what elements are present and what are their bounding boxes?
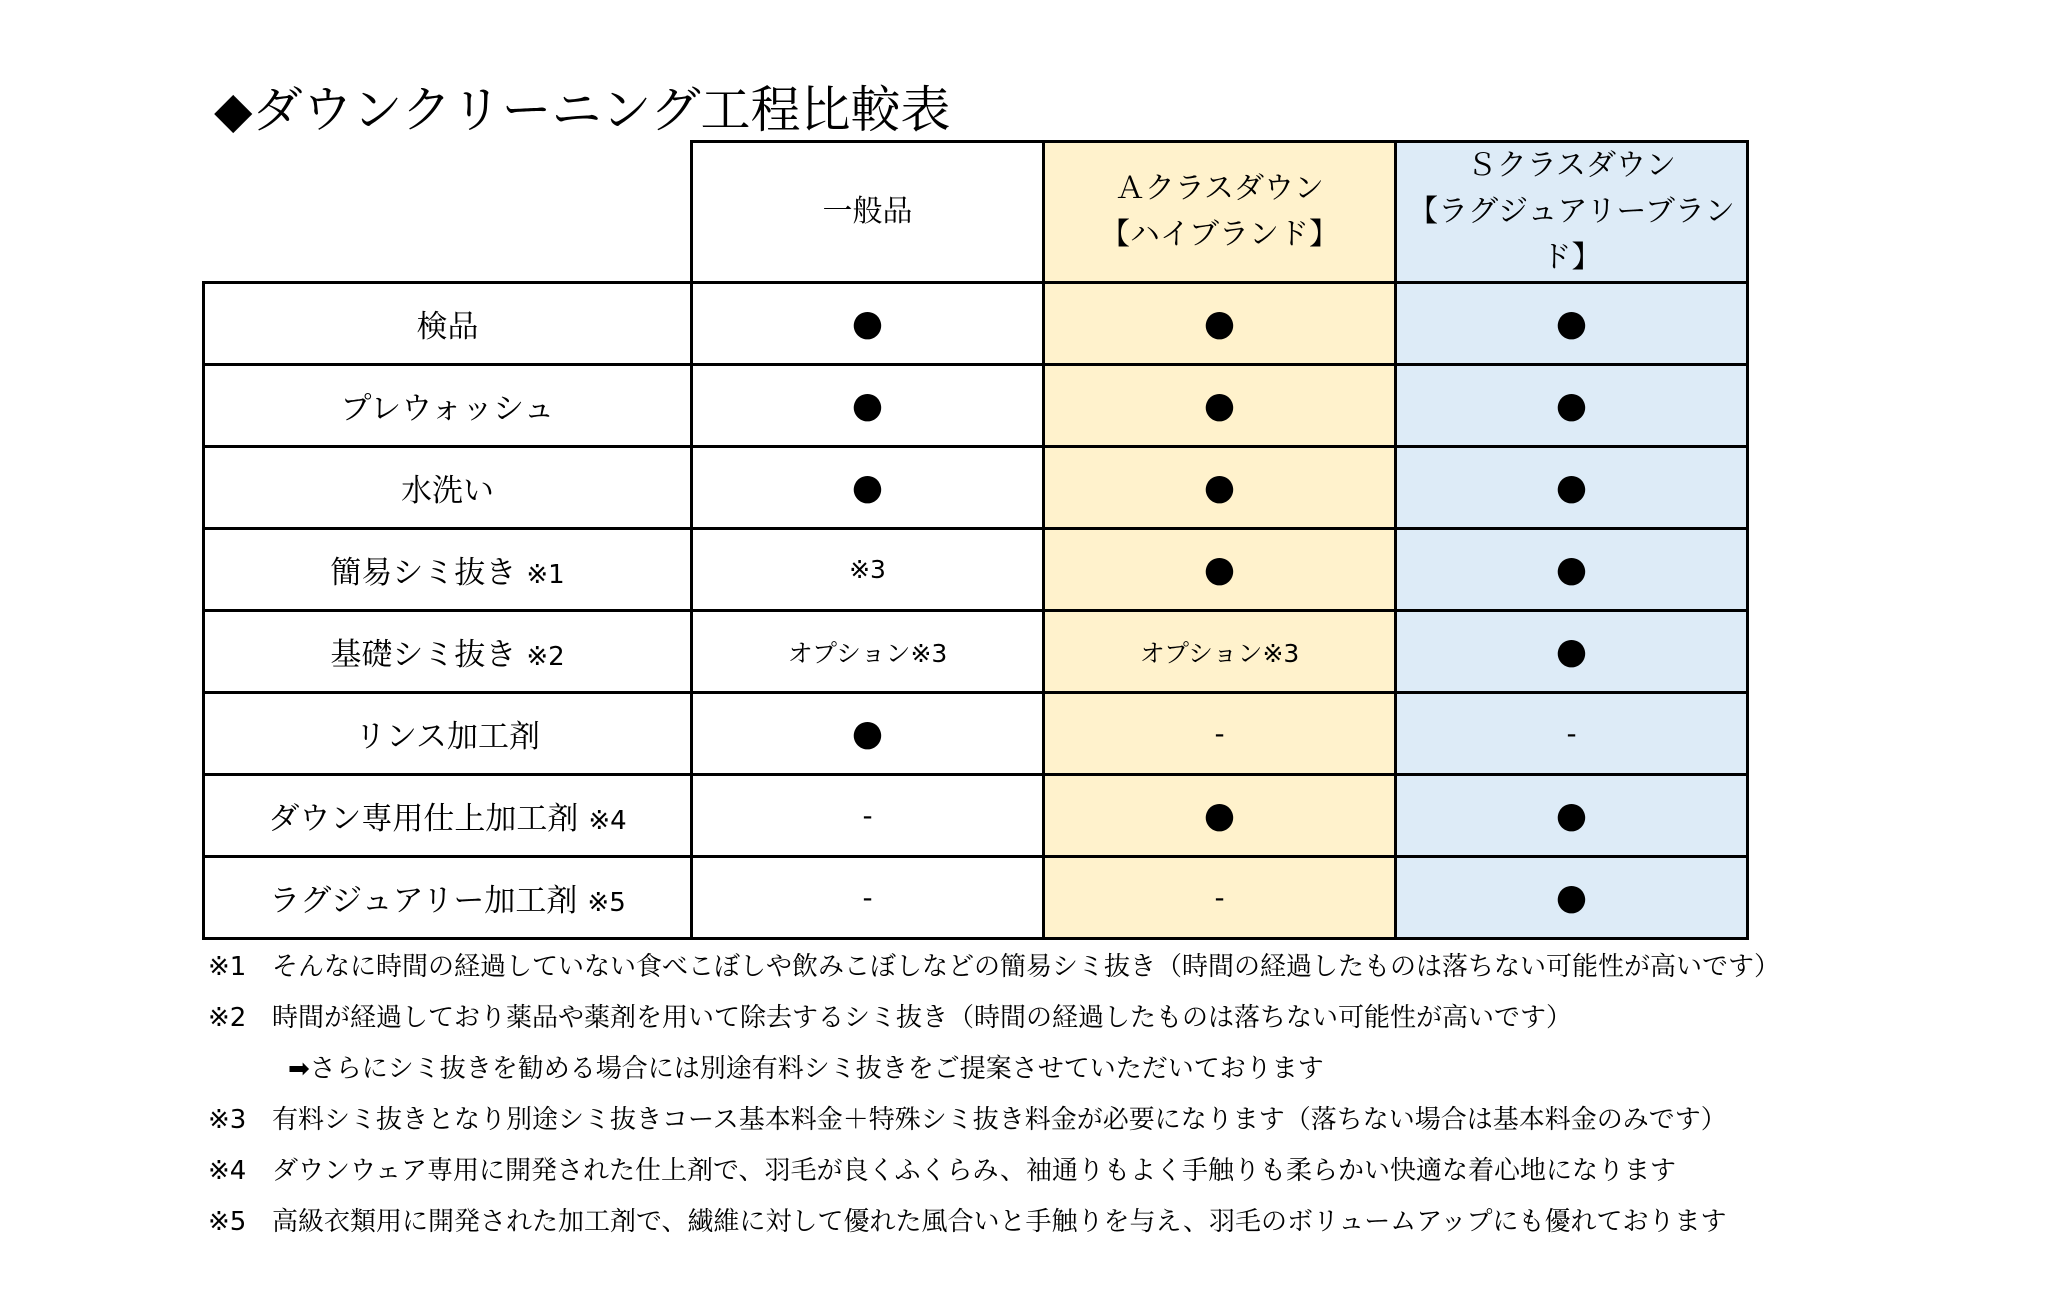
table-row <box>204 529 1748 611</box>
table-row <box>204 857 1748 939</box>
cell-general <box>692 529 1044 611</box>
filled-circle-mark: ● <box>1203 302 1236 344</box>
footnote-text: そんなに時間の経過していない食べこぼしや飲みこぼしなどの簡易シミ抜き（時間の経過したものは落ちない可能性が高いです） <box>272 952 1781 982</box>
cell-note: ※3 <box>849 555 886 584</box>
footnote-number: ※1 <box>208 952 247 982</box>
cell-s-class <box>1396 611 1748 693</box>
cell-general <box>692 611 1044 693</box>
filled-circle-mark: ● <box>1555 630 1588 672</box>
header-a-class-line2: 【ハイブランド】 <box>1099 217 1340 252</box>
row-label: プレウォッシュ <box>340 391 555 427</box>
cell-s-class <box>1396 857 1748 939</box>
footnote-number: ※4 <box>208 1156 247 1186</box>
filled-circle-mark: ● <box>1203 794 1236 836</box>
footnote <box>208 993 1780 1044</box>
filled-circle-mark: ● <box>1203 384 1236 426</box>
cell-a-class <box>1044 693 1396 775</box>
footnote-number: ※5 <box>208 1207 247 1237</box>
row-label: 基礎シミ抜き <box>330 637 517 673</box>
footnote-number: ※2 <box>208 1003 247 1033</box>
filled-circle-mark: ● <box>1203 548 1236 590</box>
table-row <box>204 775 1748 857</box>
cell-s-class <box>1396 529 1748 611</box>
row-label: ダウン専用仕上加工剤 <box>268 801 579 837</box>
header-s-class <box>1396 142 1748 283</box>
footnote <box>208 1146 1780 1197</box>
filled-circle-mark: ● <box>1203 466 1236 508</box>
cell-general <box>692 775 1044 857</box>
filled-circle-mark: ● <box>1555 876 1588 918</box>
dash-mark: - <box>1214 881 1225 914</box>
footnote-text: 時間が経過しており薬品や薬剤を用いて除去するシミ抜き（時間の経過したものは落ちない可能性が高いです） <box>272 1003 1573 1033</box>
filled-circle-mark: ● <box>1555 302 1588 344</box>
filled-circle-mark: ● <box>851 712 884 754</box>
row-label-cell <box>204 775 692 857</box>
filled-circle-mark: ● <box>1555 548 1588 590</box>
row-label-cell <box>204 611 692 693</box>
filled-circle-mark: ● <box>851 302 884 344</box>
header-s-class-line2: 【ラグジュアリーブランド】 <box>1408 194 1735 275</box>
footnote-text: 有料シミ抜きとなり別途シミ抜きコース基本料金＋特殊シミ抜き料金が必要になります（落ちない場合は基本料金のみです） <box>272 1105 1727 1135</box>
footnote <box>208 1095 1780 1146</box>
cell-s-class <box>1396 693 1748 775</box>
dash-mark: - <box>1566 717 1577 750</box>
dash-mark: - <box>1214 717 1225 750</box>
row-label-cell <box>204 529 692 611</box>
row-label-cell <box>204 693 692 775</box>
cell-a-class <box>1044 283 1396 365</box>
header-general-label: 一般品 <box>822 194 913 229</box>
cell-a-class <box>1044 529 1396 611</box>
page-title: ◆ダウンクリーニング工程比較表 <box>214 81 951 139</box>
row-label-cell <box>204 283 692 365</box>
cell-note: オプション※3 <box>1139 638 1300 668</box>
footnote <box>208 942 1780 993</box>
cell-a-class <box>1044 775 1396 857</box>
cell-s-class <box>1396 283 1748 365</box>
cell-a-class <box>1044 447 1396 529</box>
cell-note: オプション※3 <box>787 638 948 668</box>
row-label-cell <box>204 447 692 529</box>
cell-s-class <box>1396 775 1748 857</box>
table-row <box>204 611 1748 693</box>
header-a-class <box>1044 142 1396 283</box>
table-row <box>204 693 1748 775</box>
cell-a-class <box>1044 857 1396 939</box>
footnote-text: ダウンウェア専用に開発された仕上剤で、羽毛が良くふくらみ、袖通りもよく手触りも柔らかい快適な着心地になります <box>272 1156 1677 1186</box>
cell-general <box>692 283 1044 365</box>
row-label-cell <box>204 857 692 939</box>
footnote <box>208 1044 1780 1095</box>
table-row <box>204 365 1748 447</box>
footnotes <box>208 942 1780 1248</box>
comparison-table <box>202 140 1749 940</box>
header-a-class-line1: Ａクラスダウン <box>1114 171 1325 206</box>
row-label: ラグジュアリー加工剤 <box>269 883 578 919</box>
dash-mark: - <box>862 881 873 914</box>
filled-circle-mark: ● <box>1555 384 1588 426</box>
row-note-ref: ※1 <box>526 560 565 590</box>
filled-circle-mark: ● <box>1555 466 1588 508</box>
cell-s-class <box>1396 365 1748 447</box>
row-note-ref: ※2 <box>526 642 565 672</box>
row-label-cell <box>204 365 692 447</box>
cell-s-class <box>1396 447 1748 529</box>
cell-general <box>692 857 1044 939</box>
row-label: 検品 <box>416 309 479 345</box>
table-header-row <box>204 142 1748 283</box>
table-row <box>204 447 1748 529</box>
header-general <box>692 142 1044 283</box>
cell-general <box>692 693 1044 775</box>
footnote <box>208 1197 1780 1248</box>
footnote-text: 高級衣類用に開発された加工剤で、繊維に対して優れた風合いと手触りを与え、羽毛のボリュームアップにも優れております <box>272 1207 1727 1237</box>
header-s-class-line1: Ｓクラスダウン <box>1466 148 1677 183</box>
footnote-text: ➡さらにシミ抜きを勧める場合には別途有料シミ抜きをご提案させていただいております <box>288 1054 1324 1084</box>
cell-general <box>692 447 1044 529</box>
cell-a-class <box>1044 365 1396 447</box>
header-blank-cell <box>204 142 692 283</box>
table-row <box>204 283 1748 365</box>
row-note-ref: ※5 <box>587 888 626 918</box>
row-label: 簡易シミ抜き <box>330 555 517 591</box>
cell-a-class <box>1044 611 1396 693</box>
row-label: リンス加工剤 <box>354 719 541 755</box>
dash-mark: - <box>862 799 873 832</box>
footnote-number: ※3 <box>208 1105 247 1135</box>
filled-circle-mark: ● <box>1555 794 1588 836</box>
filled-circle-mark: ● <box>851 384 884 426</box>
filled-circle-mark: ● <box>851 466 884 508</box>
cell-general <box>692 365 1044 447</box>
row-note-ref: ※4 <box>588 806 627 836</box>
row-label: 水洗い <box>401 473 494 509</box>
